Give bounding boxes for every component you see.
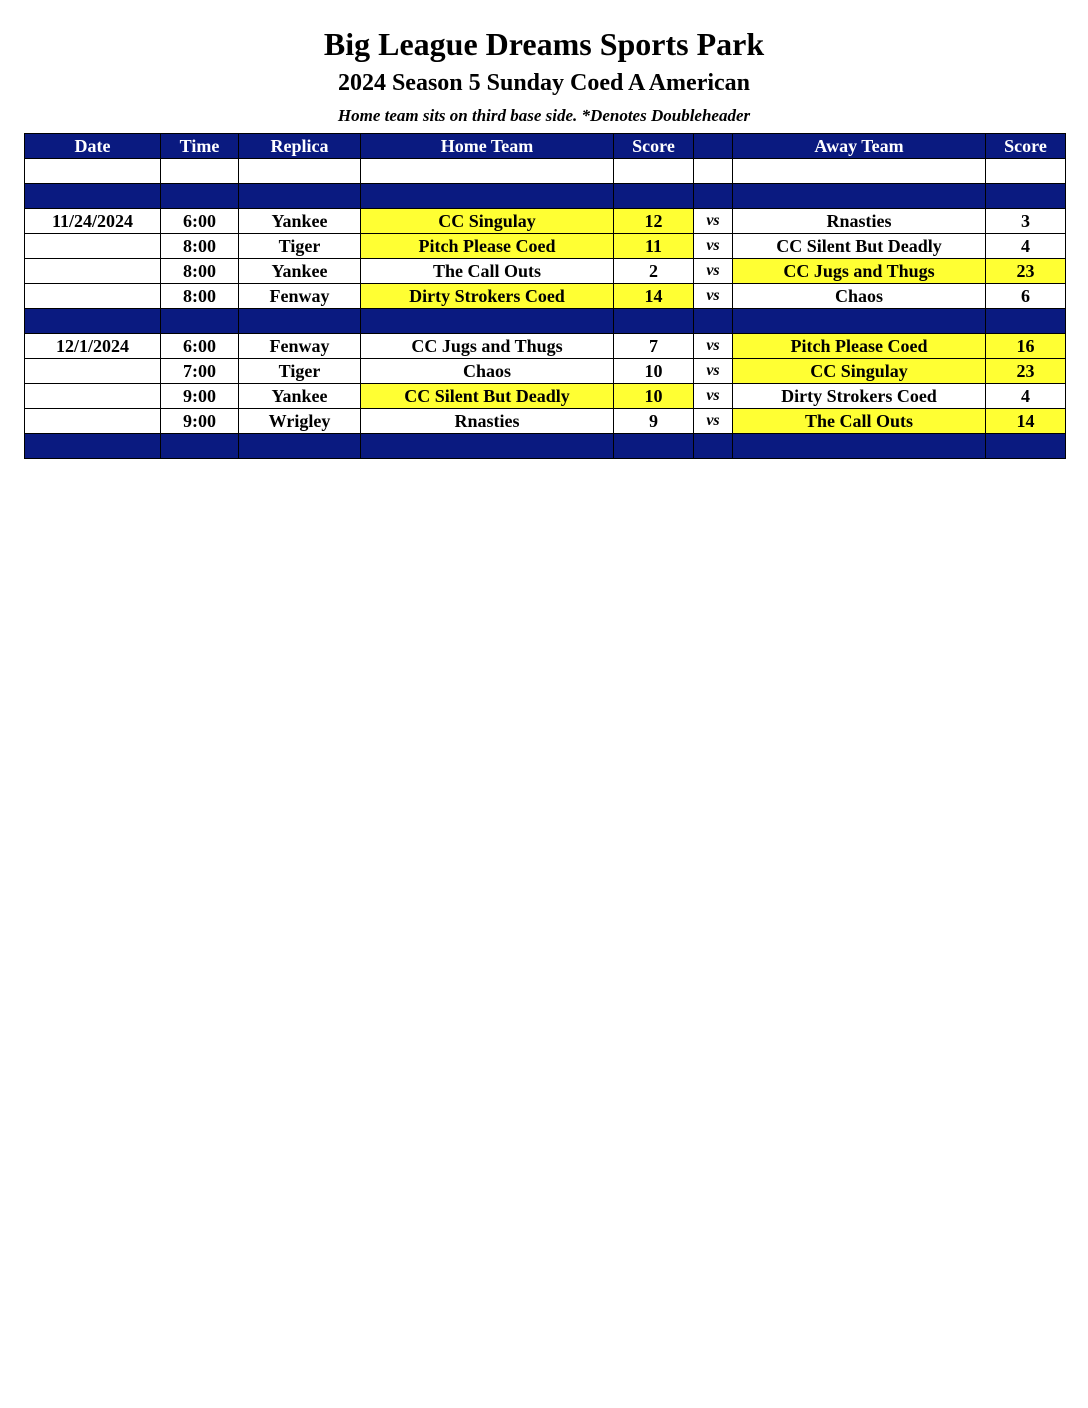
home-score: 2 — [614, 259, 694, 284]
game-row — [25, 259, 1066, 284]
away-team: Rnasties — [733, 209, 986, 234]
game-date — [25, 259, 161, 284]
away-team: Pitch Please Coed — [733, 334, 986, 359]
home-team: Chaos — [361, 359, 614, 384]
game-date — [25, 359, 161, 384]
game-row — [25, 284, 1066, 309]
game-row — [25, 409, 1066, 434]
away-team: CC Silent But Deadly — [733, 234, 986, 259]
vs-label: vs — [694, 384, 733, 409]
separator-row — [25, 434, 1066, 459]
game-row — [25, 359, 1066, 384]
game-replica: Yankee — [239, 259, 361, 284]
home-team: CC Silent But Deadly — [361, 384, 614, 409]
home-score: 9 — [614, 409, 694, 434]
season-subtitle: 2024 Season 5 Sunday Coed A American — [337, 70, 751, 96]
game-time: 8:00 — [161, 284, 239, 309]
header-row — [25, 134, 1066, 159]
home-score: 10 — [614, 384, 694, 409]
game-row — [25, 209, 1066, 234]
blank-row — [25, 159, 1066, 184]
col-header-date: Date — [25, 134, 161, 159]
game-date — [25, 284, 161, 309]
separator-row — [25, 309, 1066, 334]
vs-label: vs — [694, 234, 733, 259]
home-team: CC Jugs and Thugs — [361, 334, 614, 359]
away-score: 23 — [986, 259, 1066, 284]
away-team: Dirty Strokers Coed — [733, 384, 986, 409]
game-replica: Wrigley — [239, 409, 361, 434]
game-date: 12/1/2024 — [25, 334, 161, 359]
away-score: 3 — [986, 209, 1066, 234]
away-team: The Call Outs — [733, 409, 986, 434]
game-row — [25, 384, 1066, 409]
home-score: 12 — [614, 209, 694, 234]
page-title: Big League Dreams Sports Park — [323, 26, 765, 62]
game-replica: Fenway — [239, 334, 361, 359]
away-score: 14 — [986, 409, 1066, 434]
game-time: 8:00 — [161, 234, 239, 259]
home-team: Pitch Please Coed — [361, 234, 614, 259]
game-replica: Yankee — [239, 384, 361, 409]
vs-label: vs — [694, 284, 733, 309]
game-replica: Tiger — [239, 359, 361, 384]
col-header-vs — [694, 134, 733, 159]
away-score: 6 — [986, 284, 1066, 309]
away-team: Chaos — [733, 284, 986, 309]
vs-label: vs — [694, 334, 733, 359]
vs-label: vs — [694, 409, 733, 434]
home-score: 7 — [614, 334, 694, 359]
vs-label: vs — [694, 359, 733, 384]
game-replica: Tiger — [239, 234, 361, 259]
home-team: CC Singulay — [361, 209, 614, 234]
game-time: 6:00 — [161, 209, 239, 234]
schedule-note: Home team sits on third base side. *Denotes Doubleheader — [337, 106, 751, 125]
game-row — [25, 234, 1066, 259]
game-replica: Yankee — [239, 209, 361, 234]
col-header-home-team: Home Team — [361, 134, 614, 159]
home-team: Dirty Strokers Coed — [361, 284, 614, 309]
home-score: 10 — [614, 359, 694, 384]
home-team: Rnasties — [361, 409, 614, 434]
away-team: CC Jugs and Thugs — [733, 259, 986, 284]
game-date — [25, 384, 161, 409]
away-score: 4 — [986, 234, 1066, 259]
game-row — [25, 334, 1066, 359]
col-header-away-score: Score — [986, 134, 1066, 159]
home-team: The Call Outs — [361, 259, 614, 284]
game-time: 9:00 — [161, 384, 239, 409]
home-score: 11 — [614, 234, 694, 259]
col-header-replica: Replica — [239, 134, 361, 159]
col-header-away-team: Away Team — [733, 134, 986, 159]
separator-row — [25, 184, 1066, 209]
game-time: 6:00 — [161, 334, 239, 359]
home-score: 14 — [614, 284, 694, 309]
game-date — [25, 409, 161, 434]
game-time: 9:00 — [161, 409, 239, 434]
vs-label: vs — [694, 209, 733, 234]
game-time: 7:00 — [161, 359, 239, 384]
vs-label: vs — [694, 259, 733, 284]
schedule-table — [24, 133, 1066, 459]
away-score: 16 — [986, 334, 1066, 359]
game-time: 8:00 — [161, 259, 239, 284]
game-date: 11/24/2024 — [25, 209, 161, 234]
away-team: CC Singulay — [733, 359, 986, 384]
game-date — [25, 234, 161, 259]
col-header-time: Time — [161, 134, 239, 159]
game-replica: Fenway — [239, 284, 361, 309]
away-score: 23 — [986, 359, 1066, 384]
col-header-home-score: Score — [614, 134, 694, 159]
away-score: 4 — [986, 384, 1066, 409]
